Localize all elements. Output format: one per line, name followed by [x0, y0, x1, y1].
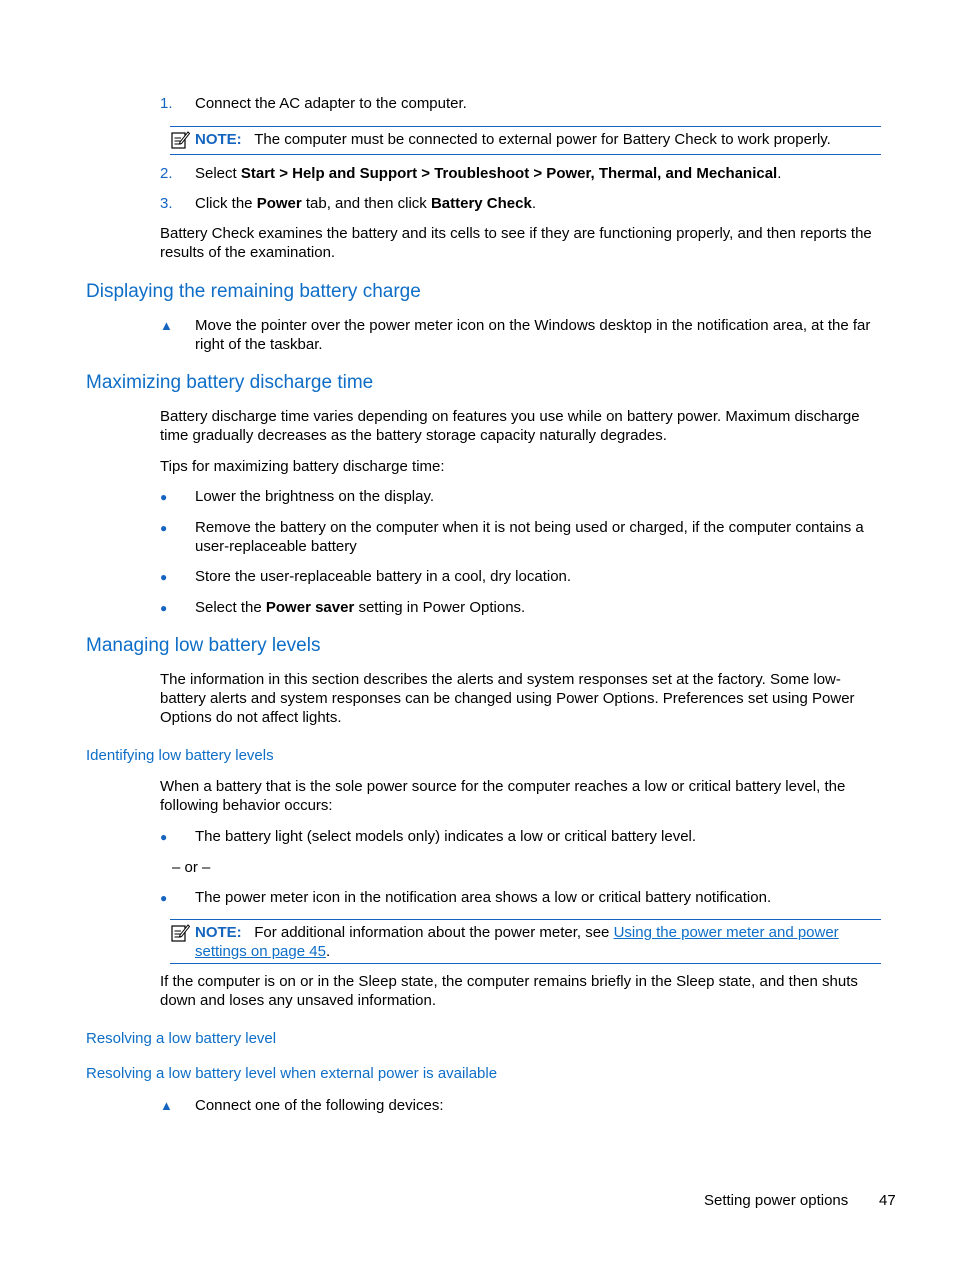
list-item: Remove the battery on the computer when it is not being used or charged, if the computer contains a user-replaceable battery — [195, 519, 864, 555]
page-number: 47 — [879, 1192, 896, 1209]
bullet-icon: ● — [160, 830, 168, 844]
triangle-icon: ▲ — [160, 1098, 173, 1113]
paragraph: Battery Check examines the battery and its cells to see if they are functioning properly, and then reports the results of the examination. — [160, 225, 872, 261]
step-text: Click the Power tab, and then click Battery Check. — [195, 195, 537, 212]
section-heading: Managing low battery levels — [86, 635, 321, 656]
note-box — [170, 126, 881, 155]
step-number: 1. — [160, 95, 173, 112]
paragraph: The information in this section describes the alerts and system responses set at the factory. Some low-battery alerts and system responses can be changed using Power Options. Preferences set using Power Options do not affect lights. — [160, 671, 855, 726]
step-number: 3. — [160, 195, 173, 212]
step-number: 2. — [160, 165, 173, 182]
step-text: Connect the AC adapter to the computer. — [195, 95, 467, 112]
menu-path: Start > Help and Support > Troubleshoot > Power, Thermal, and Mechanical — [240, 165, 778, 182]
step-text: Move the pointer over the power meter icon on the Windows desktop in the notification area, at the far right of the taskbar. — [195, 317, 871, 353]
section-heading: Maximizing battery discharge time — [86, 372, 374, 393]
note-icon — [170, 130, 190, 150]
section-heading: Displaying the remaining battery charge — [86, 281, 421, 302]
paragraph: If the computer is on or in the Sleep state, the computer remains briefly in the Sleep state, and then shuts down and loses any unsaved information. — [160, 973, 858, 1009]
subsection-heading: Identifying low battery levels — [86, 747, 274, 764]
note-box: NOTE: For additional information about the power meter, see Using the power meter and power settings on page 45. — [170, 919, 881, 964]
bullet-icon: ● — [160, 490, 168, 504]
triangle-icon: ▲ — [160, 318, 173, 333]
subsection-heading: Resolving a low battery level — [86, 1030, 277, 1047]
bullet-icon: ● — [160, 601, 168, 615]
paragraph: Battery discharge time varies depending on features you use while on battery power. Maximum discharge time gradually decreases as the battery storage capacity naturally degrades. — [160, 408, 860, 444]
note-text: The computer must be connected to external power for Battery Check to work properly. — [254, 131, 831, 148]
step-text: Select Start > Help and Support > Troubleshoot > Power, Thermal, and Mechanical. — [195, 165, 782, 182]
list-item: Store the user-replaceable battery in a cool, dry location. — [195, 568, 572, 585]
cross-reference-link[interactable]: Using the power meter and power settings on page 45 — [195, 924, 839, 960]
subsection-heading: Resolving a low battery level when external power is available — [86, 1065, 498, 1082]
step-text: Connect one of the following devices: — [195, 1097, 444, 1114]
paragraph: When a battery that is the sole power source for the computer reaches a low or critical battery level, the following behavior occurs: — [160, 778, 846, 814]
list-item: Lower the brightness on the display. — [195, 488, 435, 505]
footer-title: Setting power options — [704, 1192, 849, 1209]
bullet-icon: ● — [160, 521, 168, 535]
note-label: NOTE: — [195, 131, 242, 148]
note-icon — [170, 923, 190, 943]
paragraph: Tips for maximizing battery discharge time: — [160, 458, 445, 475]
list-item: Select the Power saver setting in Power Options. — [195, 599, 526, 616]
or-separator: – or – — [172, 859, 211, 876]
bullet-icon: ● — [160, 891, 168, 905]
list-item: The power meter icon in the notification area shows a low or critical battery notification. — [195, 889, 772, 906]
note-label: NOTE: — [195, 924, 242, 941]
list-item: The battery light (select models only) indicates a low or critical battery level. — [195, 828, 697, 845]
note-text: For additional information about the power meter, see — [254, 924, 614, 941]
bullet-icon: ● — [160, 570, 168, 584]
